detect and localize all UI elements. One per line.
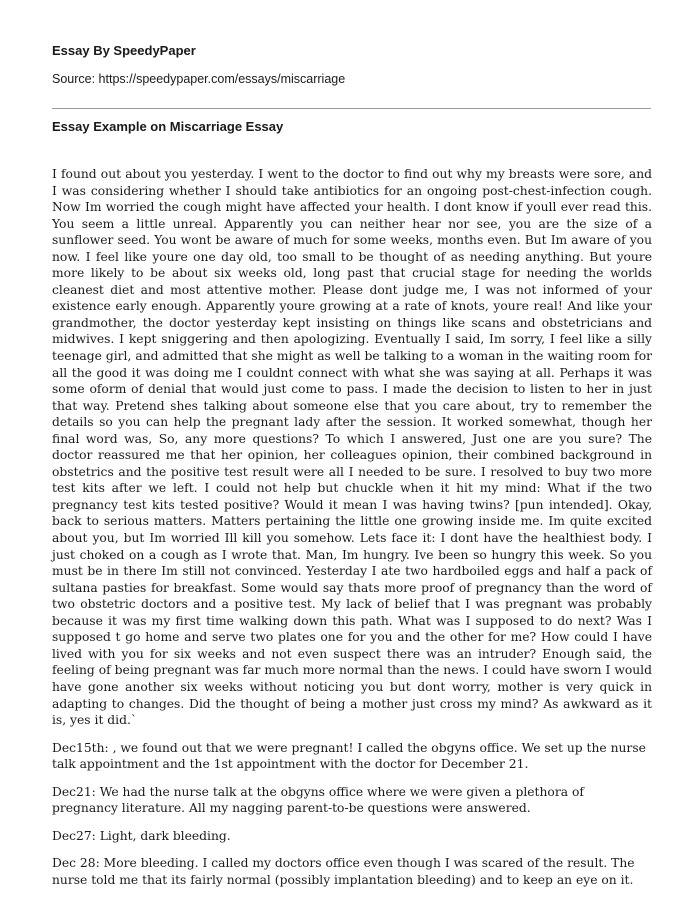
source-line: Source: https://speedypaper.com/essays/miscarriage	[52, 72, 346, 86]
essay-paragraph-dec27: Dec27: Light, dark bleeding.	[52, 828, 231, 843]
essay-paragraph-dec21: Dec21: We had the nurse talk at the obgyns office where we were given a plethora of pregnancy literature. All my nagging parent-to-be questions were answered.	[52, 784, 584, 816]
essay-paragraph-dec28: Dec 28: More bleeding. I called my doctors office even though I was scared of the result. The nurse told me that its fairly normal (possibly implantation bleeding) and to keep an eye on it.	[52, 856, 635, 887]
header-divider	[52, 108, 651, 109]
essay-paragraph-main: I found out about you yesterday. I went to the doctor to find out why my breasts were sore, and I was considering whether I should take antibiotics for an ongoing post-chest-infection cough. Now Im worried the cough might have affected your health. I dont know if youll ever read this. You seem a little unreal. Apparently you can neither hear nor see, you are the size of a sunflower seed. You wont be aware of much for some weeks, months even. But Im aware of you now. I feel like youre one day old, too small to be thought of as needing anything. But youre more likely to be about six weeks old, long past that crucial stage for needing the worlds cleanest diet and most attentive mother. Please dont judge me, I was not informed of your existence early enough. Apparently youre growing at a rate of knots, youre real! And like your grandmother, the doctor yesterday kept insisting on things like scans and obstetricians and midwives. I kept sniggering and then apologizing. Eventually I said, Im sorry, I feel like a silly teenage girl, and admitted that she might as well be talking to a woman in the waiting room for all the good it was doing me I couldnt connect with what she was saying at all. Perhaps it was some oform of denial that would just come to pass. I made the decision to listen to her in just that way. Pretend shes talking about someone else that you care about, try to remember the details so you can help the pregnant lady after the session. It worked somewhat, though her final word was, So, any more questions? To which I answered, Just one are you sure? The doctor reassured me that her opinion, her colleagues opinion, their combined background in obstetrics and the positive test result were all I needed to be sure. I resolved to buy two more test kits after we left. I could not help but chuckle when it hit my mind: What if the two pregnancy test kits tested positive? Would it mean I was having twins? [pun intended]. Okay, back to serious matters. Matters pertaining the little one growing inside me. Im quite excited about you, but Im worried Ill kill you somehow. Lets face it: I dont have the healthiest body. I just choked on a cough as I wrote that. Man, Im hungry. Ive been so hungry this week. So you must be in there Im still not convinced. Yesterday I ate two hardboiled eggs and half a pack of sultana pasties for breakfast. Some would say thats more proof of pregnancy than the word of two obstetric doctors and a positive test. My lack of belief that I was pregnant was probably because it was my first time walking down this path. What was I supposed to do next? Was I supposed t go home and serve two plates one for you and the other for me? How could I have lived with you for six weeks and not even suspect there was an intruder? Enough said, the feeling of being pregnant was far much more normal than the news. I could have sworn I would have gone another six weeks without noticing you but dont worry, mother is very quick in adapting to changes. Did the thought of being a mother just cross my mind? As awkward as it is, yes it did.`	[52, 167, 652, 728]
essay-paragraph-dec15: Dec15th: , we found out that we were pregnant! I called the obgyns office. We set up the nurse talk appointment and the 1st appointment with the doctor for December 21.	[52, 740, 646, 772]
essay-body	[52, 166, 652, 899]
essay-title: Essay Example on Miscarriage Essay	[52, 119, 284, 134]
site-title: Essay By SpeedyPaper	[52, 43, 196, 58]
